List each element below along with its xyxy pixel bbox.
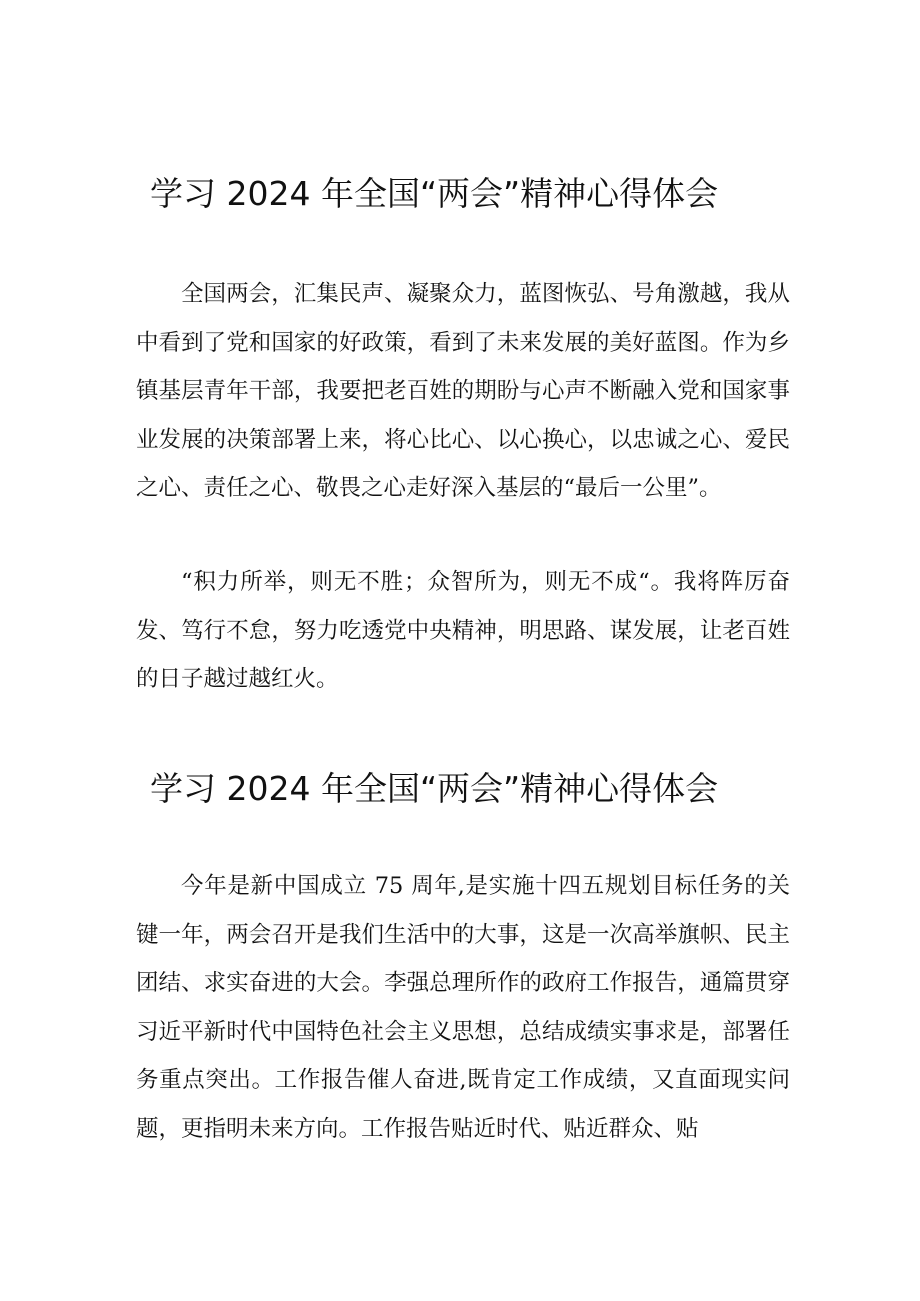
section-1-paragraph-1: 全国两会，汇集民声、凝聚众力，蓝图恢弘、号角激越，我从中看到了党和国家的好政策，看到了未来发展的美好蓝图。作为乡镇基层青年干部，我要把老百姓的期盼与心声不断融入党和国家事业发展的决策部署上来，将心比心、以心换心，以忠诚之心、爱民之心、责任之心、敬畏之心走好深入基层的“最后一公里”。: [136, 281, 790, 501]
section-2-paragraph-1: 今年是新中国成立 75 周年,是实施十四五规划目标任务的关键一年，两会召开是我们生活中的大事，这是一次高举旗帜、民主团结、求实奋进的大会。李强总理所作的政府工作报告，通篇贯穿习近平新时代中国特色社会主义思想，总结成绩实事求是，部署任务重点突出。工作报告催人奋进,既肯定工作成绩，又直面现实问题，更指明未来方向。工作报告贴近时代、贴近群众、贴: [136, 873, 790, 1142]
section-1-paragraph-2: “积力所举，则无不胜；众智所为，则无不成“。我将阵厉奋发、笃行不怠，努力吃透党中央精神，明思路、谋发展，让老百姓的日子越过越红火。: [136, 569, 790, 692]
section-1-title: 学习 2024 年全国“两会”精神心得体会: [150, 174, 719, 213]
section-2-title: 学习 2024 年全国“两会”精神心得体会: [150, 769, 719, 808]
